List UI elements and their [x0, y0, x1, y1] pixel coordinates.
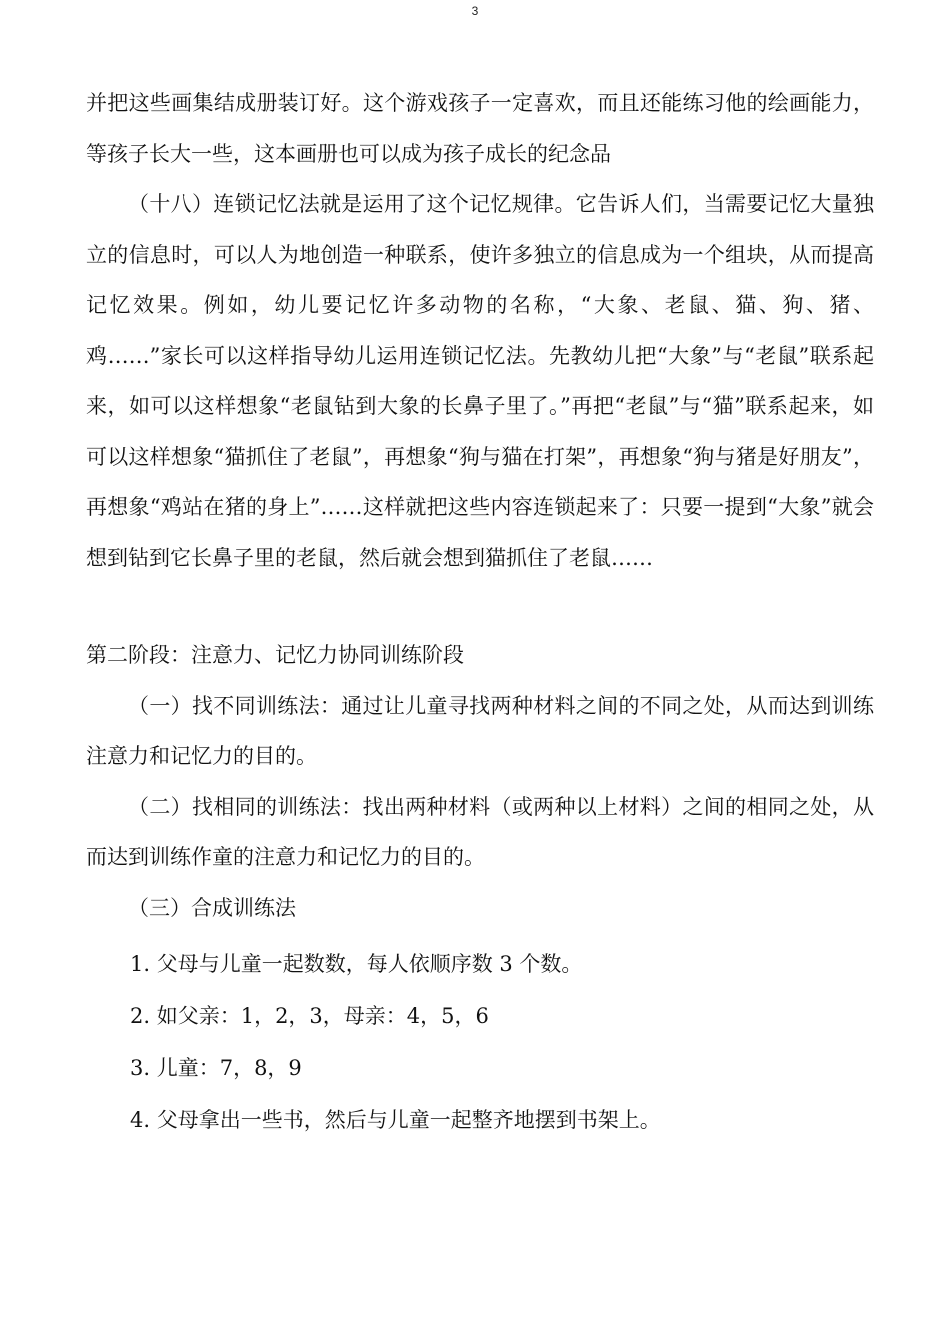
paragraph-synthesis-method: （三）合成训练法: [128, 895, 296, 920]
list-item: 4. 父母拿出一些书，然后与儿童一起整齐地摆到书架上。: [130, 1108, 661, 1132]
paragraph-find-similarities: （二）找相同的训练法：找出两种材料（或两种以上材料）之间的相同之处，从而达到训练作童的注意力和记忆力的目的。: [86, 794, 874, 869]
paragraph-find-differences: （一）找不同训练法：通过让儿童寻找两种材料之间的不同之处，从而达到训练注意力和记忆力的目的。: [86, 693, 874, 768]
paragraph-continuation: 并把这些画集结成册装订好。这个游戏孩子一定喜欢，而且还能练习他的绘画能力，等孩子长大一些，这本画册也可以成为孩子成长的纪念品: [86, 91, 874, 166]
list-item: 1. 父母与儿童一起数数，每人依顺序数 3 个数。: [130, 952, 583, 976]
numbered-list: [86, 938, 874, 1146]
page-number: 3: [471, 4, 479, 18]
paragraph-chain-memory: （十八）连锁记忆法就是运用了这个记忆规律。它告诉人们，当需要记忆大量独立的信息时，可以人为地创造一种联系，使许多独立的信息成为一个组块，从而提高记忆效果。例如，幼儿要记忆许多动物的名称，“大象、老鼠、猫、狗、猪、鸡……”家长可以这样指导幼儿运用连锁记忆法。先教幼儿把“大象”与“老鼠”联系起来，如可以这样想象“老鼠钻到大象的长鼻子里了。”再把“老鼠”与“猫”联系起来，如可以这样想象“猫抓住了老鼠”，再想象“狗与猫在打架”，再想象“狗与猪是好朋友”，再想象“鸡站在猪的身上”……这样就把这些内容连锁起来了：只要一提到“大象”就会想到钻到它长鼻子里的老鼠，然后就会想到猫抓住了老鼠……: [86, 192, 874, 570]
section-heading: 第二阶段：注意力、记忆力协同训练阶段: [86, 643, 464, 667]
list-item: 2. 如父亲：1，2，3，母亲：4，5，6: [130, 1004, 489, 1028]
document-body: [86, 78, 874, 1146]
list-item: 3. 儿童：7，8，9: [130, 1056, 302, 1080]
